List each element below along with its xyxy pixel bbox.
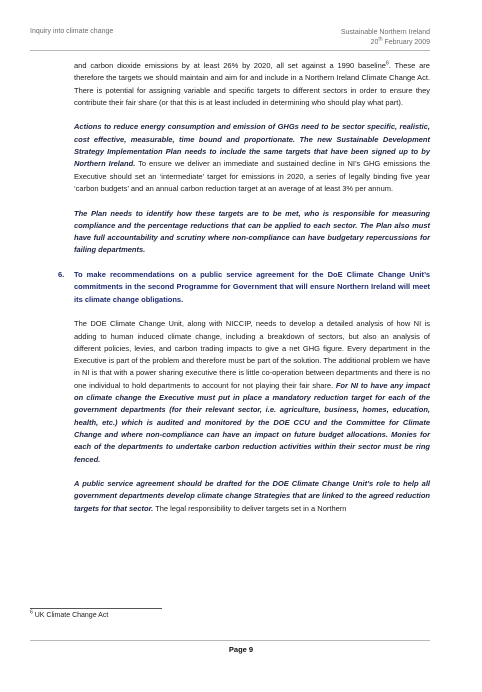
- paragraph-doe-ccu: The DOE Climate Change Unit, along with NICCIP, needs to develop a detailed analysis of how NI is adding to human induced climate change, including a breakdown of sectors, but also an analysis of different policies, levies, and carbon trading impacts to give a net GHG figure. Every department in the Executive is part of the problem and therefore must be part of the solution. The additional problem we have in NI is that with a power sharing executive there is little co-operation between departments and there is no one individual to hold departments to account for not playing their fair share. For NI to have any impact on climate change the Executive must put in place a mandatory reduction target for each of the government departments (for their relevant sector, i.e. agriculture, business, homes, education, health, etc.) which is audited and monitored by the DOE CCU and the Committee for Climate Change and where non-compliance can have an impact on future budget allocations. Monies for each of the departments to undertake carbon reduction activities within their sector must be ring fenced.: [74, 319, 430, 464]
- paragraph-psa: A public service agreement should be drafted for the DOE Climate Change Unit’s role to help all government departments develop climate change Strategies that are linked to the agreed reduction targets for that sector. The legal responsibility to deliver targets set in a Northern: [74, 479, 430, 513]
- page-header: [30, 28, 430, 51]
- header-org-date: [341, 28, 430, 48]
- numbered-item-6: [58, 269, 430, 306]
- paragraph-actions: Actions to reduce energy consumption and emission of GHGs need to be sector specific, realistic, cost effective, measurable, time bound and proportionate. The new Sustainable Development Strategy Implementation Plan needs to include the same targets that have been signed up to by Northern Ireland. To ensure we deliver an immediate and sustained decline in NI’s GHG emissions the Executive should set an ‘intermediate’ target for emissions in 2020, a series of legally binding five year ‘carbon budgets’ and an annual carbon reduction target at an average of at least 3% per annum.: [74, 122, 430, 193]
- header-org: Sustainable Northern Ireland: [340, 29, 430, 36]
- footnote-ref: 6: [385, 60, 389, 67]
- page-number: Page 9: [228, 645, 254, 654]
- item-heading: To make recommendations on a public service agreement for the DoE Climate Change Unit’s commitments in the second Programme for Government that will ensure Northern Ireland will meet its climate change obligations.: [74, 270, 430, 304]
- footer-divider: [30, 640, 430, 641]
- header-doc-title: Inquiry into climate change: [30, 28, 114, 35]
- header-date: 20th February 2009: [370, 36, 430, 46]
- document-body: [58, 60, 430, 527]
- item-number: 6.: [58, 270, 65, 280]
- footnote: $^6$ UK Climate Change Act: [30, 609, 109, 619]
- footnote-divider: [30, 608, 162, 609]
- paragraph-plan: The Plan needs to identify how these targets are to be met, who is responsible for measuring compliance and the percentage reductions that can be applied to each sector. The Plan also must have full accountability and scrutiny where non-compliance can have budgetary repercussions for failing departments.: [74, 208, 430, 255]
- paragraph-targets: and carbon dioxide emissions by at least 26% by 2020, all set against a 1990 baseline$^6$. These are therefore the targets we should maintain and aim for and include in a Northern Ireland Climate Change Act. There is potential for assigning variable and specific targets to different sectors in order to ensure they contribute their fair share (or that this is at least included in determining who should play what part).: [74, 60, 430, 107]
